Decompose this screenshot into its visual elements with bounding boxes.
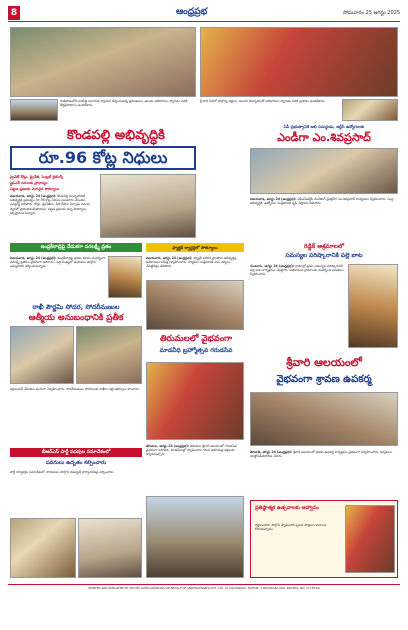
story7-body (250, 264, 346, 348)
ad-headline: ప్రతిష్ఠాత్మక ఉత్సవాలకు ఆహ్వానం (255, 505, 320, 511)
story2-headline: ఇంద్రకీలాద్రిపై వేడుకగా వరలక్ష్మీ వ్రతం (10, 243, 142, 252)
page-header (8, 6, 400, 22)
story5-photo (146, 362, 244, 440)
mid-story-kicker: ఫ్యాక్టరీ క్వార్టర్లలో సౌకర్యాలు (146, 243, 244, 252)
story1-photo (100, 174, 196, 238)
story6-headline: ఎండీగా ఎం.శివప్రసాద్ (277, 131, 371, 144)
ad-box (250, 500, 398, 578)
story4-headline-line1: బీఆర్ఎస్ పార్టీ పదవుల సమావేశంలో (10, 448, 142, 457)
story1-bullet: ఫ్లైఓవర్ పనులకు ప్రాధాన్యం (10, 181, 48, 185)
story1-bullets (10, 174, 100, 192)
story4-body: పార్టీ కార్యకర్తల సమావేశంలో నాయకులు పాల్గొని భవిష్యత్ కార్యాచరణపై చర్చించారు. (10, 470, 115, 474)
footer-rule (8, 584, 400, 585)
story8-byline: తిరుపతి, ఆగస్టు 24 (ఆంధ్రప్రభ): (250, 450, 293, 454)
top-left-inset-photo (10, 99, 58, 121)
story1-byline: విజయవాడ, ఆగస్టు 24 (ఆంధ్రప్రభ): (10, 194, 57, 198)
story5-byline: తిరుమల, ఆగస్టు 24 (ఆంధ్రప్రభ): (146, 444, 190, 448)
top-left-caption: కాణిపాకంలోని వరసిద్ధి వినాయక స్వామిని దర్శించుకున్న ప్రముఖులు, ఆలయ అధికారులు స్వాగతం పలికి తీర్థప్రసాదాలు అందజేశారు. (60, 99, 188, 108)
story7-body-text: గ్రామాల్లో ప్రజల సమస్యల పరిష్కారానికి పల్లె బాట కార్యక్రమం చేపట్టారు. అధికారులు గ్రామాలను సందర్శించి వినతులు స్వీకరించారు. (250, 264, 344, 277)
story4-headline-line2: పవనులు ఉదృతం కల్పించారు (45, 460, 106, 466)
story2-photo (108, 256, 142, 298)
story8-photo (250, 392, 398, 446)
story5-headline-line2: మాడవీధి బ్రహ్మోత్సవ గరుడసేవ (159, 347, 233, 354)
ad-body: భక్తులందరూ పాల్గొని స్వామివారి కృపకు పాత్రులు కావాలని కోరుతున్నాము. (255, 523, 327, 532)
mid-story-photo (146, 280, 244, 330)
story6-photo (250, 148, 398, 194)
mid-story-byline: విజయవాడ, ఆగస్టు 24 (ఆంధ్రప్రభ): (146, 256, 193, 260)
mid-story-body (146, 256, 244, 278)
story3-photo-right (76, 326, 142, 384)
story1-bullet: పట్టణ ప్రజలకు మెరుగైన సౌకర్యాలు (10, 187, 60, 191)
footer-imprint: PRINTED AND PUBLISHED BY MUTHA GOPALAKRISHNA ON BEHALF OF ANDHRAPRABHA PVT. LTD. AT VIJAYAWADA. EDITOR: Y. BHASKARA RAO. RNI REG. NO. 11735/66 (88, 587, 320, 590)
story2-body (10, 256, 106, 298)
story5-body-text: తిరుమల శ్రీవారి ఆలయంలో గరుడసేవ వైభవంగా జరిగింది. మాడవీధుల్లో స్వామివారు గరుడ వాహనంపై భక్తులకు దర్శనమిచ్చారు. (146, 444, 237, 457)
story6-byline: విజయవాడ, ఆగస్టు 24 (ఆంధ్రప్రభ): (250, 197, 297, 201)
ad-photo (345, 505, 395, 573)
story8-headline-line2: వైభవంగా శ్రావణ ఉపకర్మ (276, 374, 372, 385)
story5-headline-line1: తిరుమలలో వైభవంగా (160, 334, 232, 344)
story1-headline-line1: కొండపల్లి అభివృద్ధికి (67, 128, 165, 143)
story5-body (146, 444, 244, 492)
masthead: ఆంధ్రప్రభ (176, 7, 208, 17)
page-number: 8 (8, 6, 20, 20)
story7-kicker: రెడ్డిక్ ఆశ్రమాలలో (303, 243, 344, 250)
story6-kicker: ఏపీ ప్రభుత్వానికి అభి సమర్థుడు, ఆర్టీసీ ఉద్యోగులకు (283, 124, 365, 129)
story8-headline-line1: శ్రీవారి ఆలయంలో (286, 356, 362, 369)
story7-photo (348, 264, 398, 348)
page-date: సోమవారం 25 ఆగస్టు 2025 (343, 10, 400, 16)
story1-body-text: కొండపల్లి మున్సిపాలిటీ అభివృద్ధికి ప్రభుత్వం రూ.96 కోట్ల నిధులు మంజూరు చేసిందని ఎమ్మెల్యే తెలిపారు. రోడ్లు, డ్రైనేజీలు, వీధి దీపాల ఏర్పాటు పనులు త్వరలో ప్రారంభమవుతాయని, పట్టణ ప్రజలకు అన్ని సౌకర్యాలు కల్పిస్తామని అన్నారు. (10, 194, 91, 215)
top-left-photo (10, 27, 196, 97)
top-right-caption: శ్రీ వారి సేవలో పాల్గొన్న భక్తులు, ఆలయ మర్యాదలతో అధికారులు స్వాగతం పలికి ప్రసాదం అందజేశారు. (200, 99, 326, 103)
bottom-photo-1 (10, 518, 76, 578)
story6-body-text: ఏపీఎస్ఆర్టీసీ మేనేజింగ్ డైరెక్టర్‌గా ఎం.శివప్రసాద్ బాధ్యతలు స్వీకరించారు. సంస్థ అభివృద్ధికి, ఉద్యోగుల సంక్షేమానికి కృషి చేస్తానని తెలిపారు. (250, 197, 394, 206)
story2-byline: విజయవాడ, ఆగస్టు 24 (ఆంధ్రప్రభ): (10, 256, 57, 260)
story3-photo-left (10, 326, 74, 384)
story3-body: రక్షాబంధన్ వేడుకలు ఘనంగా నిర్వహించారు. సోదరీమణులు సోదరులకు రాఖీలు కట్టి ఆశీస్సులు పొందారు. (10, 387, 140, 391)
story7-byline: గుంటూరు, ఆగస్టు 24 (ఆంధ్రప్రభ): (250, 264, 295, 268)
story8-body (250, 450, 398, 496)
story3-headline-line2: ఆత్మీయ అనుబంధానికి ప్రతీక (28, 313, 124, 323)
story6-body (250, 197, 398, 239)
story1-headline-box (10, 146, 196, 170)
bottom-photo-3 (146, 496, 244, 578)
mid-story-body-text: ఫ్యాక్టరీ పరిసర ప్రాంతాల అభివృద్ధిపై అధికారులు సమీక్ష నిర్వహించారు. కార్మికుల సంక్షేమానికి పలు చర్యలు చేపట్టినట్లు తెలిపారు. (146, 256, 237, 269)
bottom-photo-2 (78, 518, 142, 578)
story1-bullet: ప్రైవేట్ రోడ్లు, డ్రైనేజీ, సెంట్రల్ లైటింగ్స్ (10, 175, 64, 179)
top-right-inset-photo (342, 99, 398, 121)
story8-body-text: శ్రీవారి ఆలయంలో శ్రావణ ఉపకర్మ కార్యక్రమం వైభవంగా నిర్వహించారు. అర్చకులు యజ్ఞోపవీతధారణ చేశారు. (250, 450, 392, 459)
story1-body (10, 194, 96, 238)
story1-headline-line2: రూ.96 కోట్ల నిధులు (38, 148, 168, 167)
story8-headline-box (250, 372, 398, 388)
story7-headline: సమస్యల పరిష్కారానికి పల్లె బాట (285, 252, 363, 259)
story3-headline-line1: రాఖీ పౌర్ణమి సోదర, సోదరీమణుల (32, 303, 120, 311)
story2-body-text: ఇంద్రకీలాద్రిపై శ్రావణ మాసం సందర్భంగా వరలక్ష్మీ వ్రతాలు వైభవంగా జరిగాయి. పెద్ద సంఖ్యలో మహిళలు పాల్గొని అమ్మవారిని దర్శించుకున్నారు. (10, 256, 106, 269)
top-right-photo (200, 27, 398, 97)
